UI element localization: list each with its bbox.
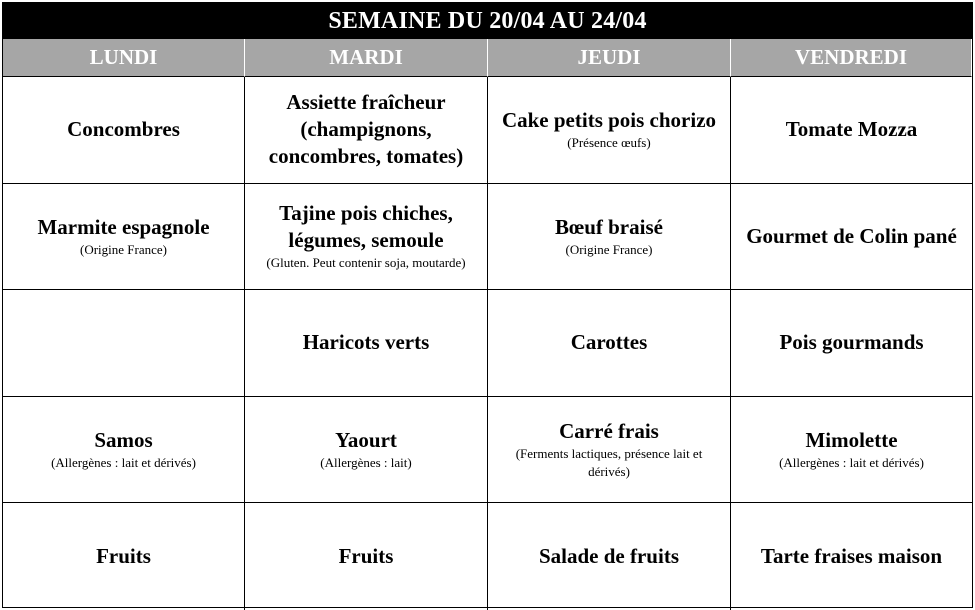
menu-cell-vendredi-entree	[731, 77, 972, 184]
dish-name: Carré frais	[559, 419, 659, 444]
menu-cell-mardi-plat	[245, 184, 488, 291]
dish-name: Tarte fraises maison	[760, 544, 943, 569]
dish-name: Mimolette	[805, 428, 898, 453]
dish-name: Assiette fraîcheur (champignons, concombres, tomates)	[268, 90, 464, 169]
dish-note: (Origine France)	[565, 241, 653, 257]
menu-cell-mardi-legume	[245, 290, 488, 397]
dish-note: (Allergènes : lait)	[320, 455, 412, 471]
dish-name: Cake petits pois chorizo	[501, 108, 717, 133]
menu-title: SEMAINE DU 20/04 AU 24/04	[3, 3, 972, 39]
dish-name: Carottes	[570, 330, 648, 355]
menu-cell-lundi-laitage	[3, 397, 245, 504]
menu-cell-vendredi-plat	[731, 184, 972, 291]
menu-cell-vendredi-laitage	[731, 397, 972, 504]
menu-cell-jeudi-legume	[488, 290, 731, 397]
menu-cell-jeudi-entree	[488, 77, 731, 184]
menu-cell-vendredi-dessert	[731, 503, 972, 610]
day-header-jeudi: JEUDI	[488, 39, 731, 77]
day-header-mardi: MARDI	[245, 39, 488, 77]
menu-cell-mardi-laitage	[245, 397, 488, 504]
dish-note: (Gluten. Peut contenir soja, moutarde)	[266, 255, 466, 271]
menu-cell-mardi-entree	[245, 77, 488, 184]
menu-cell-lundi-entree	[3, 77, 245, 184]
menu-cell-jeudi-dessert	[488, 503, 731, 610]
day-header-vendredi: VENDREDI	[731, 39, 972, 77]
dish-name: Pois gourmands	[779, 330, 924, 355]
dish-note: (Ferments lactiques, présence lait et dérivés)	[515, 446, 703, 480]
dish-name: Fruits	[96, 544, 151, 569]
dish-name: Concombres	[67, 117, 180, 142]
menu-cell-lundi-plat	[3, 184, 245, 291]
dish-note: (Origine France)	[80, 241, 167, 257]
dish-name: Tomate Mozza	[785, 117, 918, 142]
menu-cell-vendredi-legume	[731, 290, 972, 397]
dish-name: Haricots verts	[302, 330, 430, 355]
dish-name: Samos	[94, 428, 153, 453]
menu-cell-jeudi-plat	[488, 184, 731, 291]
dish-name: Tajine pois chiches, légumes, semoule	[279, 201, 453, 253]
dish-name: Marmite espagnole	[37, 214, 210, 239]
dish-note: (Allergènes : lait et dérivés)	[779, 455, 924, 471]
dish-note: (Allergènes : lait et dérivés)	[51, 455, 196, 471]
day-header-lundi: LUNDI	[3, 39, 245, 77]
dish-note: (Présence œufs)	[567, 135, 651, 151]
dish-name: Yaourt	[335, 428, 397, 453]
dish-name: Fruits	[338, 544, 394, 569]
menu-cell-jeudi-laitage	[488, 397, 731, 504]
dish-name: Gourmet de Colin pané	[746, 223, 957, 248]
menu-cell-mardi-dessert	[245, 503, 488, 610]
dish-name: Salade de fruits	[538, 544, 679, 569]
menu-cell-lundi-legume	[3, 290, 245, 397]
menu-grid	[3, 39, 972, 610]
menu-cell-lundi-dessert	[3, 503, 245, 610]
dish-name: Bœuf braisé	[555, 214, 663, 239]
weekly-menu-table	[2, 2, 973, 608]
